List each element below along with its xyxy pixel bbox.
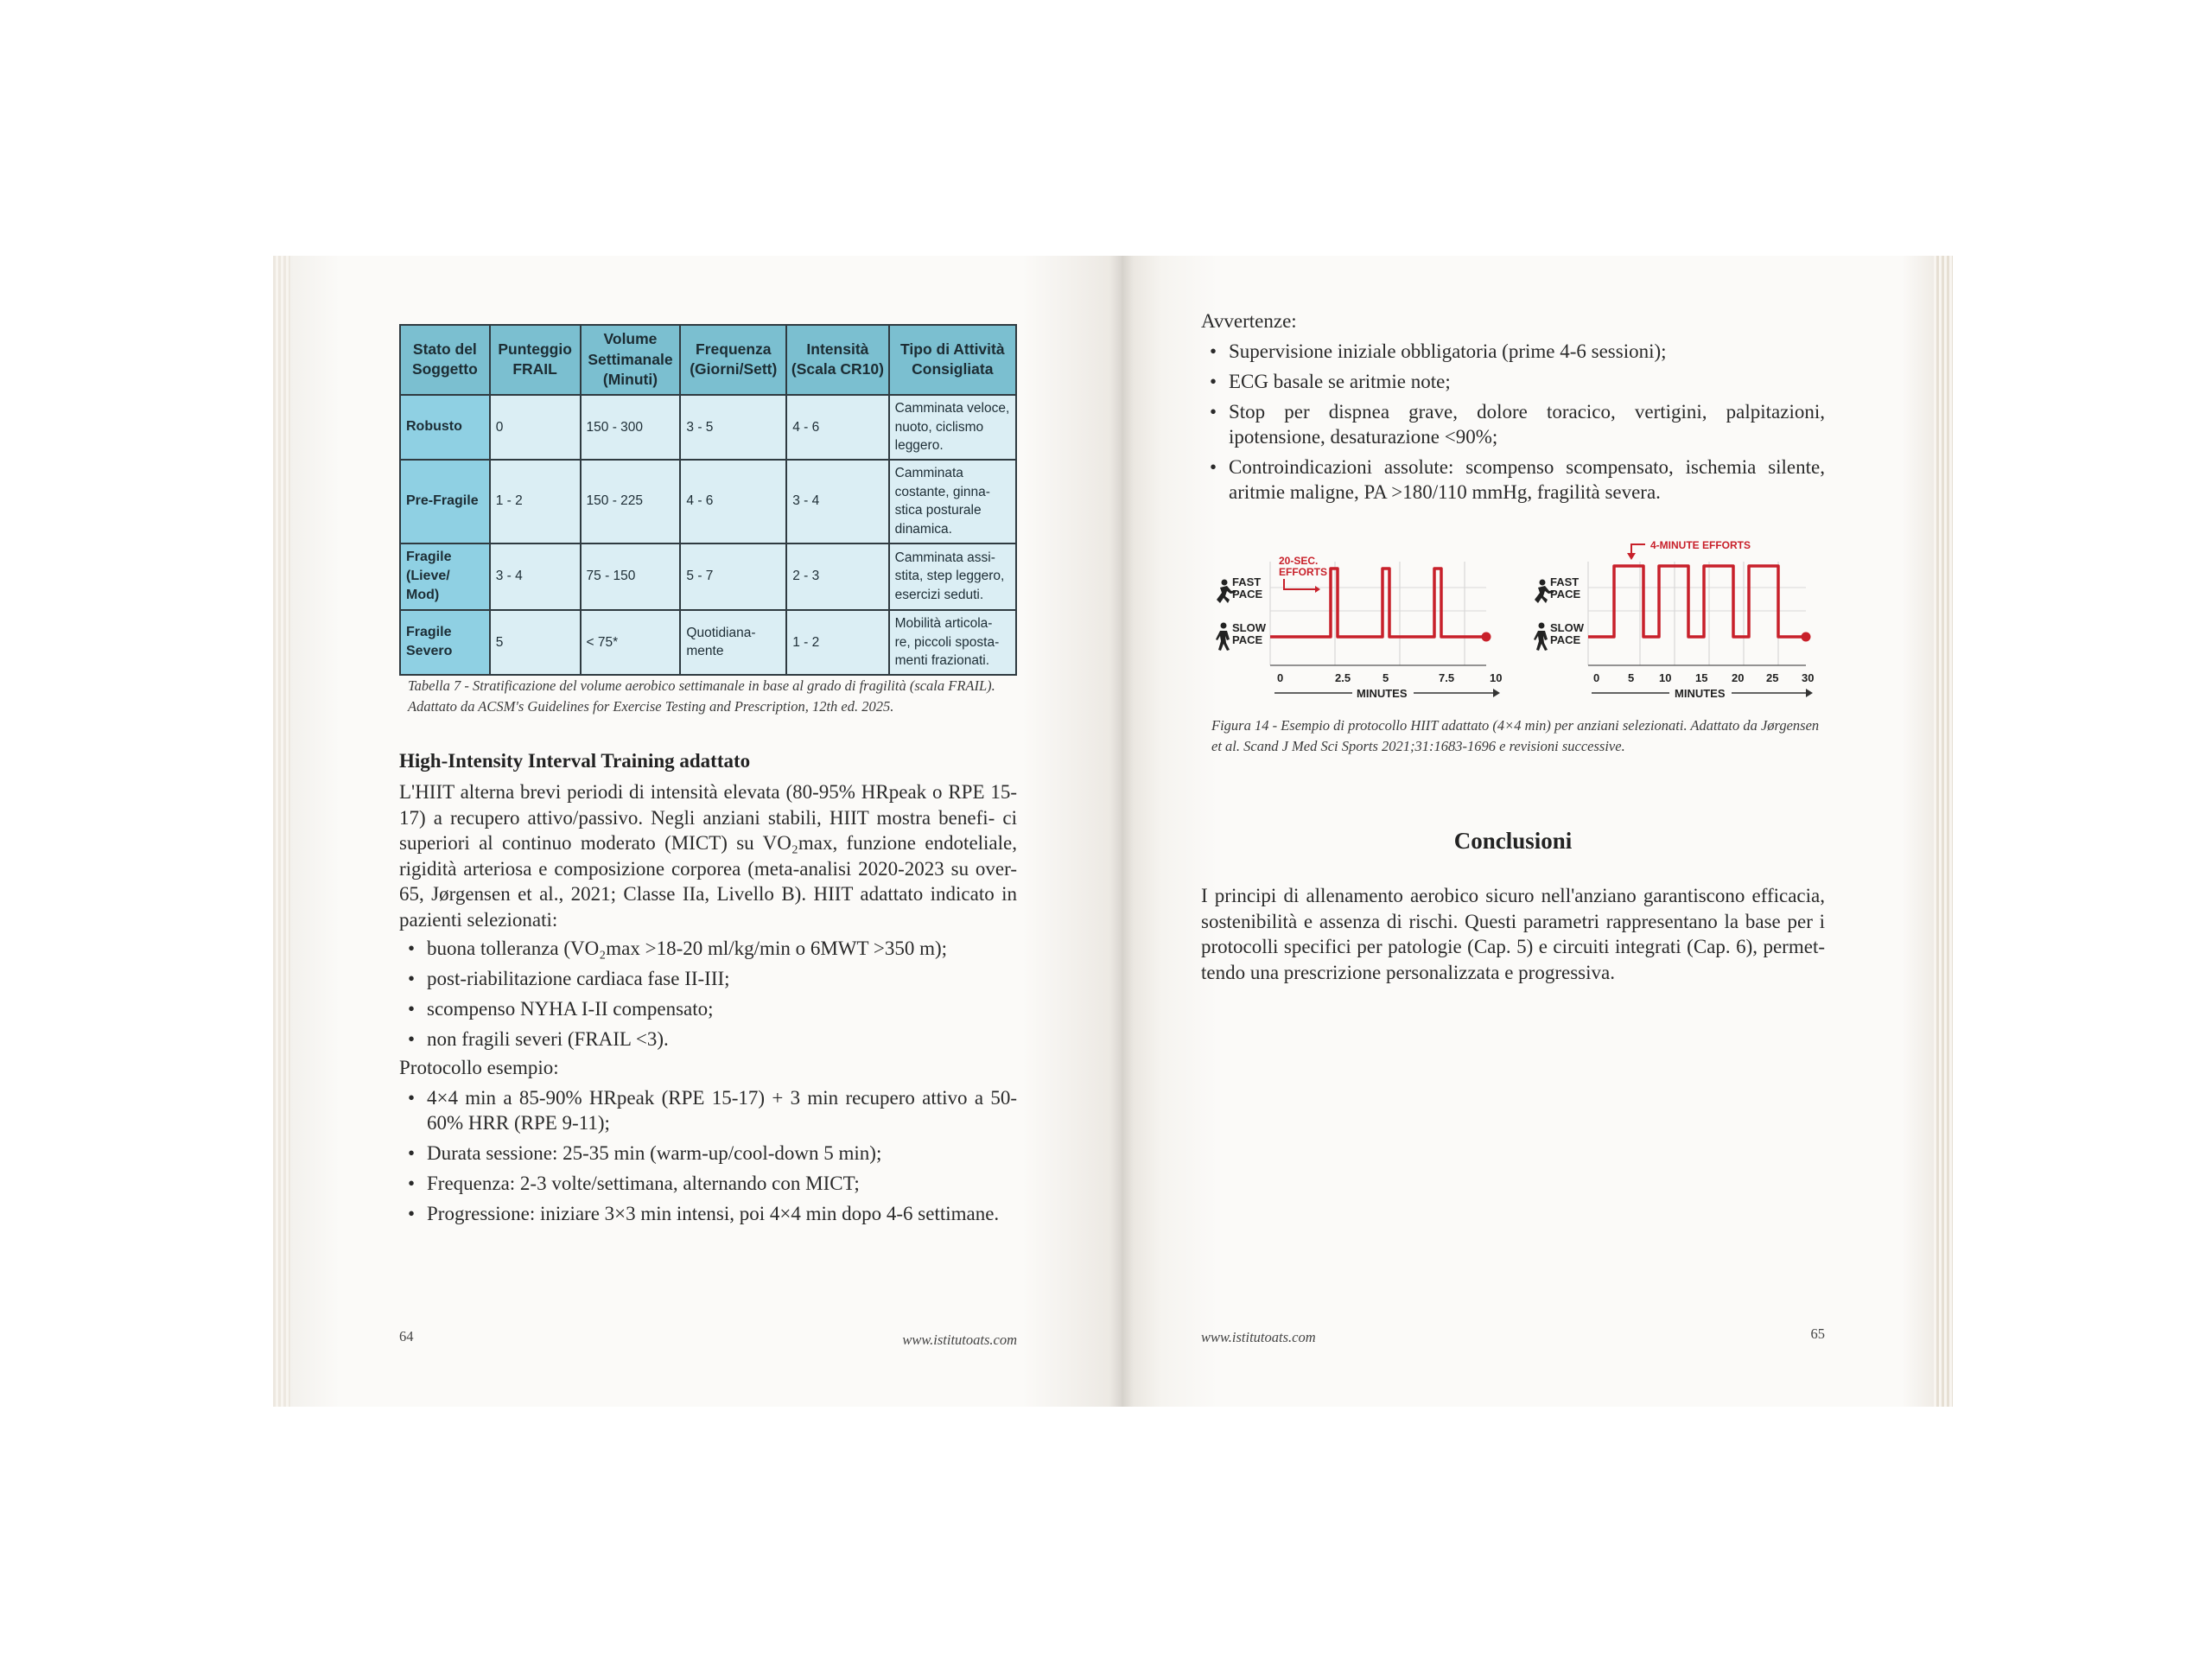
- table-cell: Fragile (Lieve/ Mod): [400, 543, 490, 610]
- table-cell: Camminata veloce, nuoto, ciclismo leggero.: [889, 395, 1016, 460]
- table-header-cell: Volume Settimanale (Minuti): [581, 325, 681, 395]
- table-cell: 150 - 300: [581, 395, 681, 460]
- warnings-list: [1201, 339, 1825, 510]
- conclusion-title: Conclusioni: [1453, 828, 1573, 854]
- list-item: • non fragili severi (FRAIL <3).: [399, 1027, 1017, 1052]
- table-cell: Mobilità articola- re, piccoli sposta- menti frazionati.: [889, 610, 1016, 675]
- efforts-annotation: 4-MINUTE EFFORTS: [1650, 539, 1751, 551]
- warnings-label: Avvertenze:: [1201, 310, 1297, 332]
- table-row: [400, 610, 1016, 675]
- x-tick: 0: [1277, 671, 1284, 684]
- table-cell: 4 - 6: [680, 460, 786, 543]
- list-item: • Frequenza: 2-3 volte/settimana, alternando con MICT;: [399, 1171, 1017, 1196]
- list-item: • post-riabilitazione cardiaca fase II-III;: [399, 966, 1017, 991]
- x-axis-label: MINUTES: [1675, 687, 1726, 700]
- x-tick: 10: [1490, 671, 1503, 684]
- indications-list: [399, 936, 1017, 1057]
- slow-pace-label: SLOW: [1550, 621, 1584, 634]
- table-cell: 3 - 5: [680, 395, 786, 460]
- x-axis-label: MINUTES: [1357, 687, 1408, 700]
- table-cell: < 75*: [581, 610, 681, 675]
- footer-url-left: www.istitutoats.com: [902, 1332, 1017, 1348]
- table-cell: 2 - 3: [786, 543, 888, 610]
- table-row: [400, 395, 1016, 460]
- table-cell: Pre-Fragile: [400, 460, 490, 543]
- page-number-left: 64: [399, 1328, 414, 1344]
- table-cell: Fragile Severo: [400, 610, 490, 675]
- table-header-row: [400, 325, 1016, 395]
- book-spine: [1109, 256, 1134, 1407]
- table-cell: 1 - 2: [490, 460, 581, 543]
- slow-pace-label: SLOW: [1232, 621, 1266, 634]
- list-item: • Durata sessione: 25-35 min (warm-up/cool-down 5 min);: [399, 1141, 1017, 1166]
- page-number-right: 65: [1810, 1325, 1825, 1342]
- table-cell: 4 - 6: [786, 395, 888, 460]
- table-cell: 5 - 7: [680, 543, 786, 610]
- table-row: [400, 460, 1016, 543]
- x-tick: 2.5: [1335, 671, 1351, 684]
- figure-caption: Figura 14 - Esempio di protocollo HIIT adattato (4×4 min) per anziani selezionati. Adattato da Jørgensen et al. Scand J Med Sci Sports 2021;31:1683-1696 e revisioni successive.: [1211, 717, 1820, 754]
- fast-pace-label: FAST: [1232, 575, 1262, 588]
- table-cell: Quotidiana- mente: [680, 610, 786, 675]
- slow-pace-label: PACE: [1232, 633, 1263, 646]
- table-cell: Camminata assi- stita, step leggero, esercizi seduti.: [889, 543, 1016, 610]
- list-item: • 4×4 min a 85-90% HRpeak (RPE 15-17) + 3 min recupero attivo a 50- 60% HRR (RPE 9-11);: [399, 1085, 1017, 1135]
- left-waveform: [1270, 569, 1486, 637]
- table-header-cell: Tipo di Attività Consigliata: [889, 325, 1016, 395]
- table-header-cell: Punteggio FRAIL: [490, 325, 581, 395]
- table-cell: 3 - 4: [490, 543, 581, 610]
- efforts-annotation: 20-SEC.: [1279, 555, 1319, 567]
- list-item: • scompenso NYHA I-II compensato;: [399, 996, 1017, 1021]
- list-item: • Supervisione iniziale obbligatoria (prime 4-6 sessioni);: [1201, 339, 1825, 364]
- table-row: [400, 543, 1016, 610]
- left-page-edges: [273, 256, 292, 1407]
- table-cell: 3 - 4: [786, 460, 888, 543]
- table-cell: 5: [490, 610, 581, 675]
- table-cell: Camminata costante, ginna- stica posturale dinamica.: [889, 460, 1016, 543]
- list-item: • Progressione: iniziare 3×3 min intensi, poi 4×4 min dopo 4-6 settimane.: [399, 1201, 1017, 1226]
- x-tick: 5: [1382, 671, 1389, 684]
- section-heading: High-Intensity Interval Training adattato: [399, 750, 751, 772]
- intro-paragraph: L'HIIT alterna brevi periodi di intensità elevata (80-95% HRpeak o RPE 15-17) a recupero attivo/passivo. Negli anziani stabili, HIIT mostra benefi- ci superiori al continuo moderato (MICT) su VO₂max, funzione endoteliale, rigidità arteriosa e composizione corporea (meta-analisi 2020-2023 su over- 65, Jørgensen et al., 2021; Classe IIa, Livello B). HIIT adattato indicato in pazienti selezionati:: [399, 781, 1017, 931]
- x-tick: 0: [1593, 671, 1600, 684]
- table-header-cell: Frequenza (Giorni/Sett): [680, 325, 786, 395]
- x-tick: 7.5: [1439, 671, 1455, 684]
- x-tick: 15: [1695, 671, 1708, 684]
- table-header-cell: Intensità (Scala CR10): [786, 325, 888, 395]
- protocol-label: Protocollo esempio:: [399, 1057, 559, 1078]
- x-tick: 20: [1732, 671, 1745, 684]
- fast-pace-label: PACE: [1232, 588, 1263, 601]
- x-tick: 10: [1659, 671, 1672, 684]
- walker-icon: [1534, 623, 1548, 652]
- table-cell: 75 - 150: [581, 543, 681, 610]
- frail-table: [399, 324, 1017, 676]
- walker-icon: [1216, 623, 1230, 652]
- list-item: • Stop per dispnea grave, dolore toracico, vertigini, palpitazioni, ipotensione, desaturazione <90%;: [1201, 399, 1825, 449]
- fast-pace-label: PACE: [1550, 588, 1581, 601]
- protocol-list: [399, 1085, 1017, 1231]
- conclusion-paragraph: I principi di allenamento aerobico sicuro nell'anziano garantiscono efficacia, sostenibilità e assenza di rischi. Questi parametri rappresentano la base per i protocolli specifici per patologie (Cap. 5) e circuiti integrati (Cap. 6), permet- tendo una prescrizione personalizzata e progressiva.: [1201, 885, 1825, 983]
- list-item: • ECG basale se aritmie note;: [1201, 369, 1825, 394]
- table-cell: Robusto: [400, 395, 490, 460]
- x-tick: 25: [1766, 671, 1779, 684]
- table-cell: 1 - 2: [786, 610, 888, 675]
- x-tick: 5: [1628, 671, 1635, 684]
- right-hiit-chart: [1534, 539, 1814, 700]
- list-item: • buona tolleranza (VO₂max >18-20 ml/kg/min o 6MWT >350 m);: [399, 936, 1017, 961]
- footer-url-right: www.istitutoats.com: [1201, 1329, 1316, 1345]
- left-hiit-chart: [1216, 555, 1502, 700]
- table-header-cell: Stato del Soggetto: [400, 325, 490, 395]
- fast-pace-label: FAST: [1550, 575, 1580, 588]
- table-cell: 0: [490, 395, 581, 460]
- x-tick: 30: [1802, 671, 1815, 684]
- hiit-figure: [1201, 527, 1832, 704]
- slow-pace-label: PACE: [1550, 633, 1581, 646]
- table-caption: Tabella 7 - Stratificazione del volume aerobico settimanale in base al grado di fragilità (scala FRAIL). Adattato da ACSM's Guidelines for Exercise Testing and Prescription, 12th ed. 2025.: [408, 677, 995, 715]
- list-item: • Controindicazioni assolute: scompenso scompensato, ischemia silente, aritmie maligne, PA >180/110 mmHg, fragilità severa.: [1201, 454, 1825, 505]
- right-waveform: [1588, 566, 1806, 637]
- table-cell: 150 - 225: [581, 460, 681, 543]
- efforts-annotation: EFFORTS: [1279, 566, 1327, 578]
